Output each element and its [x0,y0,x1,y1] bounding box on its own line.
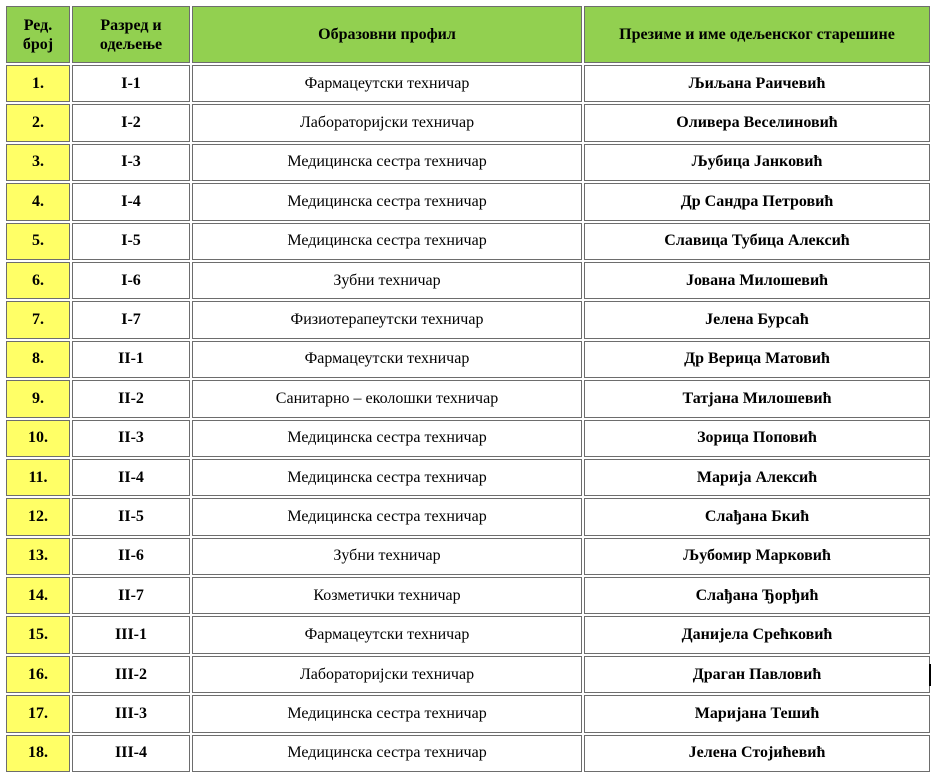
row-number-cell: 6. [6,262,70,299]
table-row [6,301,930,338]
teacher-cell: Јелена Стојићевић [584,735,930,772]
profile-cell: Санитарно – еколошки техничар [192,380,582,417]
table-row [6,104,930,141]
teacher-cell: Татјана Милошевић [584,380,930,417]
row-number-cell: 13. [6,538,70,575]
table-body [6,65,930,772]
table-row [6,183,930,220]
class-cell: III-3 [72,695,190,732]
teacher-cell: Данијела Срећковић [584,616,930,653]
table-row [6,498,930,535]
profile-cell: Фармацеутски техничар [192,65,582,102]
profile-cell: Медицинска сестра техничар [192,695,582,732]
class-cell: II-2 [72,380,190,417]
teacher-cell: Зорица Поповић [584,420,930,457]
table-row [6,144,930,181]
teacher-cell: Јелена Бурсаћ [584,301,930,338]
table-row [6,380,930,417]
teacher-cell: Јована Милошевић [584,262,930,299]
row-number-cell: 12. [6,498,70,535]
table-row [6,420,930,457]
teacher-cell: Љубица Јанковић [584,144,930,181]
profile-cell: Лабораторијски техничар [192,656,582,693]
table-header [6,6,930,63]
teacher-cell: Драган Павловић [584,656,930,693]
profile-cell: Медицинска сестра техничар [192,420,582,457]
profile-cell: Медицинска сестра техничар [192,144,582,181]
profile-cell: Физиотерапеутски техничар [192,301,582,338]
table-row [6,656,930,693]
edge-mark [929,664,931,686]
table-row [6,735,930,772]
profile-cell: Фармацеутски техничар [192,616,582,653]
profile-cell: Медицинска сестра техничар [192,735,582,772]
class-cell: I-7 [72,301,190,338]
class-cell: III-2 [72,656,190,693]
table-row [6,65,930,102]
class-cell: I-5 [72,223,190,260]
row-number-cell: 18. [6,735,70,772]
header-class: Разред и одељење [72,6,190,63]
class-cell: III-1 [72,616,190,653]
table-row [6,577,930,614]
table-row [6,616,930,653]
class-cell: II-1 [72,341,190,378]
row-number-cell: 2. [6,104,70,141]
row-number-cell: 7. [6,301,70,338]
class-cell: II-4 [72,459,190,496]
table-row [6,262,930,299]
row-number-cell: 4. [6,183,70,220]
row-number-cell: 3. [6,144,70,181]
class-cell: I-4 [72,183,190,220]
table-row [6,223,930,260]
teacher-cell: Маријана Тешић [584,695,930,732]
row-number-cell: 9. [6,380,70,417]
profile-cell: Фармацеутски техничар [192,341,582,378]
header-teacher: Презиме и име одељенског старешине [584,6,930,63]
profile-cell: Зубни техничар [192,538,582,575]
teacher-cell: Слађана Бкић [584,498,930,535]
row-number-cell: 15. [6,616,70,653]
row-number-cell: 14. [6,577,70,614]
teacher-cell: Љубомир Марковић [584,538,930,575]
teacher-cell: Славица Тубица Алексић [584,223,930,260]
class-cell: I-3 [72,144,190,181]
profile-cell: Медицинска сестра техничар [192,223,582,260]
table-row [6,341,930,378]
class-cell: II-3 [72,420,190,457]
row-number-cell: 5. [6,223,70,260]
row-number-cell: 16. [6,656,70,693]
header-row [6,6,930,63]
header-num: Ред. број [6,6,70,63]
table-row [6,459,930,496]
row-number-cell: 17. [6,695,70,732]
header-profile: Образовни профил [192,6,582,63]
profile-cell: Медицинска сестра техничар [192,183,582,220]
row-number-cell: 11. [6,459,70,496]
teacher-cell: Слађана Ђорђић [584,577,930,614]
class-teachers-table [4,4,932,774]
teacher-cell: Др Сандра Петровић [584,183,930,220]
row-number-cell: 1. [6,65,70,102]
teacher-cell: Љиљана Раичевић [584,65,930,102]
class-cell: I-6 [72,262,190,299]
table-row [6,695,930,732]
teacher-cell: Оливера Веселиновић [584,104,930,141]
class-cell: II-5 [72,498,190,535]
row-number-cell: 10. [6,420,70,457]
table-row [6,538,930,575]
teacher-cell: Марија Алексић [584,459,930,496]
profile-cell: Медицинска сестра техничар [192,498,582,535]
profile-cell: Зубни техничар [192,262,582,299]
teacher-cell: Др Верица Матовић [584,341,930,378]
row-number-cell: 8. [6,341,70,378]
class-cell: III-4 [72,735,190,772]
profile-cell: Козметички техничар [192,577,582,614]
class-cell: II-6 [72,538,190,575]
class-cell: I-2 [72,104,190,141]
profile-cell: Медицинска сестра техничар [192,459,582,496]
class-cell: I-1 [72,65,190,102]
class-cell: II-7 [72,577,190,614]
profile-cell: Лабораторијски техничар [192,104,582,141]
